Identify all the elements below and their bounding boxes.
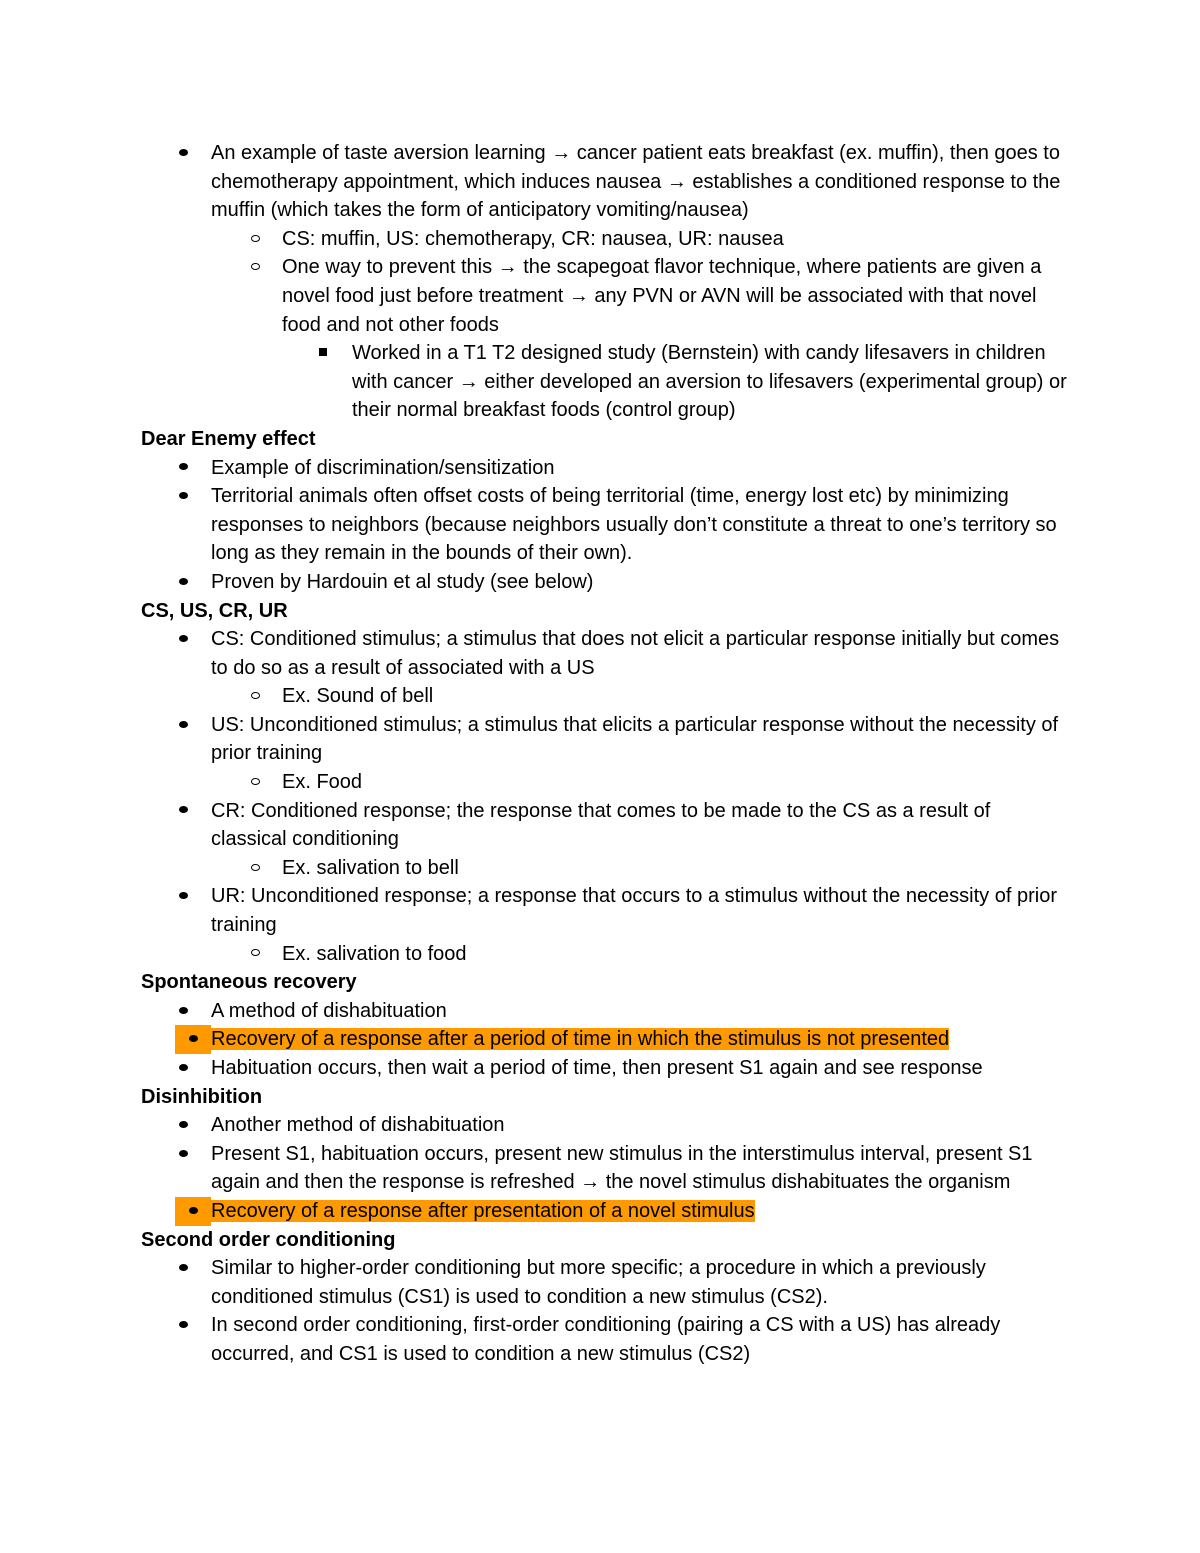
list-item <box>141 1254 1071 1311</box>
list-item-text: Similar to higher-order conditioning but more specific; a procedure in which a previously conditioned stimulus (CS1) is used to condition a new stimulus (CS2). <box>211 1257 986 1308</box>
highlighted-text: Recovery of a response after a period of time in which the stimulus is not presented <box>211 1028 950 1051</box>
bullet-dot-icon <box>173 711 193 740</box>
bullet-dot-icon <box>173 1111 193 1140</box>
list-item <box>141 797 1071 854</box>
bullet-circle-icon <box>245 854 265 883</box>
bullet-dot-icon <box>175 1025 211 1054</box>
list-item-text: Another method of dishabituation <box>211 1114 505 1137</box>
section-heading: Disinhibition <box>141 1085 263 1108</box>
list-item <box>141 882 1071 939</box>
list-item <box>141 225 1071 254</box>
list-item <box>141 1054 1071 1083</box>
bullet-circle-icon <box>245 940 265 969</box>
list-item-text: Proven by Hardouin et al study (see below) <box>211 570 594 593</box>
list-item <box>141 682 1071 711</box>
bullet-dot-icon <box>173 1140 193 1169</box>
bullet-dot-icon <box>173 482 193 511</box>
list-item-text: UR: Unconditioned response; a response that occurs to a stimulus without the necessity of prior training <box>211 885 1057 937</box>
list-item-text: Ex. Sound of bell <box>282 685 434 708</box>
list-item <box>141 1311 1071 1368</box>
list-item-text: A method of dishabituation <box>211 999 447 1022</box>
list-item-text: Ex. Food <box>282 771 363 794</box>
bullet-dot-icon <box>173 1054 193 1083</box>
list-item-text: Ex. salivation to bell <box>282 856 459 879</box>
list-item-text: CS: muffin, US: chemotherapy, CR: nausea, UR: nausea <box>282 227 784 250</box>
section-heading: Second order conditioning <box>141 1228 396 1251</box>
list-item <box>141 854 1071 883</box>
highlighted-list-item <box>141 1025 1071 1054</box>
bullet-dot-icon <box>173 454 193 483</box>
section-heading: Dear Enemy effect <box>141 427 316 450</box>
list-item-text: Worked in a T1 T2 designed study (Bernstein) with candy lifesavers in children with cancer → either developed an aversion to lifesavers (experimental group) or their normal breakfast foods (control group) <box>352 342 1067 422</box>
list-item <box>141 1140 1071 1197</box>
list-item <box>141 339 1071 425</box>
section-heading: CS, US, CR, UR <box>141 599 288 622</box>
bullet-circle-icon <box>245 682 265 711</box>
bullet-dot-icon <box>175 1197 211 1226</box>
list-item <box>141 139 1071 225</box>
list-item <box>141 940 1071 969</box>
list-item-text: Territorial animals often offset costs of being territorial (time, energy lost etc) by minimizing responses to neighbors (because neighbors usually don’t constitute a threat to one’s territory so long as they remain in the bounds of their own). <box>211 485 1057 565</box>
bullet-square-icon <box>313 339 333 368</box>
bullet-dot-icon <box>173 1311 193 1340</box>
list-item <box>141 711 1071 768</box>
list-item-text: An example of taste aversion learning → cancer patient eats breakfast (ex. muffin), then goes to chemotherapy appointment, which induces nausea → establishes a conditioned response to the muffin (which takes the form of anticipatory vomiting/nausea) <box>211 142 1061 222</box>
list-item-text: Ex. salivation to food <box>282 942 467 965</box>
bullet-circle-icon <box>245 225 265 254</box>
bullet-circle-icon <box>245 253 265 282</box>
bullet-dot-icon <box>173 568 193 597</box>
list-item <box>141 482 1071 568</box>
list-item-text: One way to prevent this → the scapegoat flavor technique, where patients are given a novel food just before treatment → any PVN or AVN will be associated with that novel food and not other foods <box>282 256 1042 336</box>
list-item <box>141 768 1071 797</box>
bullet-dot-icon <box>173 625 193 654</box>
bullet-circle-icon <box>245 768 265 797</box>
list-item-text: Present S1, habituation occurs, present new stimulus in the interstimulus interval, present S1 again and then the response is refreshed → the novel stimulus dishabituates the organism <box>211 1142 1033 1194</box>
list-item <box>141 1111 1071 1140</box>
list-item-text: In second order conditioning, first-order conditioning (pairing a CS with a US) has already occurred, and CS1 is used to condition a new stimulus (CS2) <box>211 1314 1001 1365</box>
bullet-dot-icon <box>173 797 193 826</box>
document-body <box>141 139 1071 1369</box>
section-heading: Spontaneous recovery <box>141 971 357 994</box>
list-item <box>141 454 1071 483</box>
list-item-text: US: Unconditioned stimulus; a stimulus that elicits a particular response without the necessity of prior training <box>211 713 1059 765</box>
bullet-dot-icon <box>173 882 193 911</box>
bullet-dot-icon <box>173 139 193 168</box>
list-item <box>141 997 1071 1026</box>
list-item-text: CS: Conditioned stimulus; a stimulus that does not elicit a particular response initially but comes to do so as a result of associated with a US <box>211 628 1060 679</box>
highlighted-text: Recovery of a response after presentation of a novel stimulus <box>211 1199 755 1222</box>
list-item <box>141 625 1071 682</box>
list-item-text: Example of discrimination/sensitization <box>211 456 555 479</box>
list-item-text: Habituation occurs, then wait a period of time, then present S1 again and see response <box>211 1057 983 1079</box>
list-item <box>141 568 1071 597</box>
bullet-dot-icon <box>173 997 193 1026</box>
list-item-text: CR: Conditioned response; the response that comes to be made to the CS as a result of classical conditioning <box>211 799 991 851</box>
list-item <box>141 253 1071 339</box>
bullet-dot-icon <box>173 1254 193 1283</box>
highlighted-list-item <box>141 1197 1071 1226</box>
